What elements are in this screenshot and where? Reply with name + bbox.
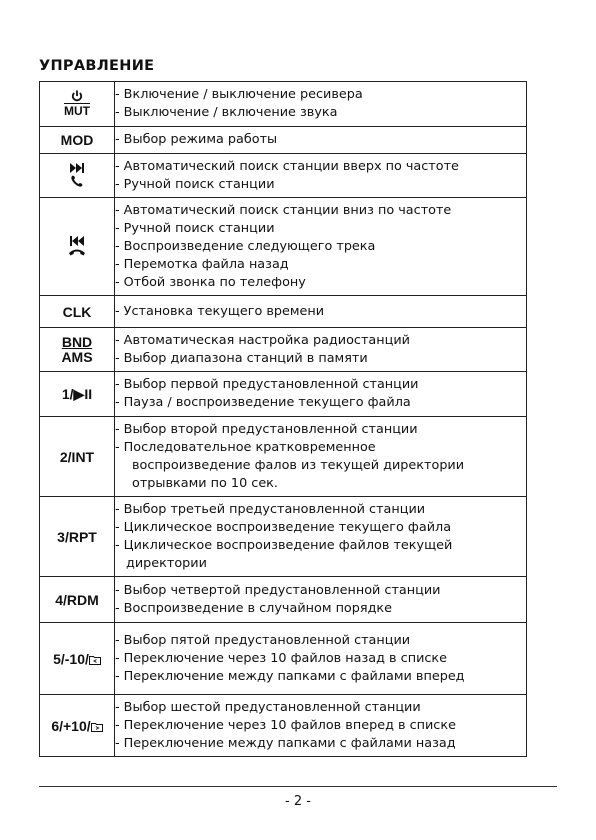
key-5-minus10-folder	[40, 623, 115, 695]
description-line: - Отбой звонка по телефону	[115, 274, 306, 290]
description-line: - Пауза / воспроизведение текущего файла	[115, 395, 411, 410]
description-line: - Выбор режима работы	[115, 132, 278, 147]
table-row	[40, 328, 527, 372]
description-cell	[115, 198, 527, 296]
next-track-icon	[69, 163, 85, 173]
description-line: - Выбор шестой предустановленной станции	[115, 699, 421, 715]
phone-hangup-icon	[68, 247, 86, 257]
description-line: - Воспроизведение в случайном порядке	[115, 600, 393, 616]
key-power-mute	[40, 82, 115, 127]
description-line: - Циклическое воспроизведение файлов текущей	[115, 537, 453, 553]
table-row	[40, 296, 527, 328]
description-line: - Автоматическая настройка радиостанций	[115, 332, 410, 348]
description-line: - Перемотка файла назад	[115, 256, 289, 272]
description-line: директории	[126, 555, 207, 571]
description-line: - Выбор второй предустановленной станции	[115, 421, 418, 437]
description-cell	[115, 127, 527, 154]
description-line: - Выбор диапазона станций в памяти	[115, 350, 368, 366]
controls-table	[39, 81, 527, 757]
key-bnd-ams	[40, 328, 115, 372]
power-icon	[71, 90, 83, 102]
key-label: 6/+10/	[51, 717, 91, 734]
table-row	[40, 198, 527, 296]
description-cell	[115, 623, 527, 695]
description-line: - Автоматический поиск станции вверх по частоте	[115, 158, 459, 174]
description-cell	[115, 82, 527, 127]
key-mod: MOD	[40, 127, 115, 154]
table-row	[40, 695, 527, 757]
section-title: УПРАВЛЕНИЕ	[39, 58, 155, 74]
table-row	[40, 82, 527, 127]
description-line: - Выбор третьей предустановленной станции	[115, 501, 426, 517]
key-label: AMS	[61, 349, 93, 365]
prev-track-icon	[69, 236, 85, 246]
description-cell	[115, 328, 527, 372]
table-row	[40, 623, 527, 695]
description-line: воспроизведение фалов из текущей директории	[132, 457, 465, 473]
table-row	[40, 497, 527, 577]
description-line: - Включение / выключение ресивера	[115, 87, 363, 102]
description-line: - Выключение / включение звука	[115, 105, 338, 120]
table-row	[40, 577, 527, 623]
description-line: - Ручной поиск станции	[115, 220, 275, 236]
key-1-play-pause: 1/▶II	[40, 372, 115, 417]
description-line: - Переключение через 10 файлов вперед в списке	[115, 717, 456, 733]
table-row	[40, 417, 527, 497]
key-6-plus10-folder	[40, 695, 115, 757]
description-line: - Последовательное кратковременное	[115, 439, 376, 455]
description-line: - Выбор первой предустановленной станции	[115, 377, 419, 392]
description-line: - Ручной поиск станции	[115, 176, 275, 192]
key-label: 5/-10/	[53, 650, 89, 667]
table-row	[40, 372, 527, 417]
description-line: - Переключение через 10 файлов назад в списке	[115, 650, 448, 666]
description-line: - Переключение между папками с файлами назад	[115, 735, 456, 751]
phone-answer-icon	[70, 174, 84, 188]
description-cell	[115, 695, 527, 757]
description-cell	[115, 497, 527, 577]
description-line: - Циклическое воспроизведение текущего файла	[115, 519, 452, 535]
table-row	[40, 154, 527, 198]
description-line: - Выбор четвертой предустановленной станции	[115, 582, 441, 598]
description-line: - Автоматический поиск станции вниз по частоте	[115, 202, 452, 218]
description-line: - Переключение между папками с файлами вперед	[115, 668, 465, 684]
table-row	[40, 127, 527, 154]
key-prev-hangup	[40, 198, 115, 296]
key-2-int: 2/INT	[40, 417, 115, 497]
folder-forward-icon	[91, 722, 103, 732]
description-line: - Воспроизведение следующего трека	[115, 238, 376, 254]
description-cell	[115, 372, 527, 417]
key-next-answer	[40, 154, 115, 198]
key-label: BND	[61, 333, 93, 350]
key-4-rdm: 4/RDM	[40, 577, 115, 623]
key-label: MUT	[64, 104, 90, 119]
key-3-rpt: 3/RPT	[40, 497, 115, 577]
page-number: - 2 -	[285, 794, 311, 809]
description-line: отрывками по 10 сек.	[132, 475, 278, 491]
folder-back-icon	[89, 655, 101, 665]
description-cell	[115, 417, 527, 497]
description-line: - Установка текущего времени	[115, 303, 325, 319]
description-cell	[115, 577, 527, 623]
footer-divider	[39, 786, 557, 787]
description-cell	[115, 154, 527, 198]
description-cell	[115, 296, 527, 328]
key-clk: CLK	[40, 296, 115, 328]
description-line: - Выбор пятой предустановленной станции	[115, 632, 411, 648]
